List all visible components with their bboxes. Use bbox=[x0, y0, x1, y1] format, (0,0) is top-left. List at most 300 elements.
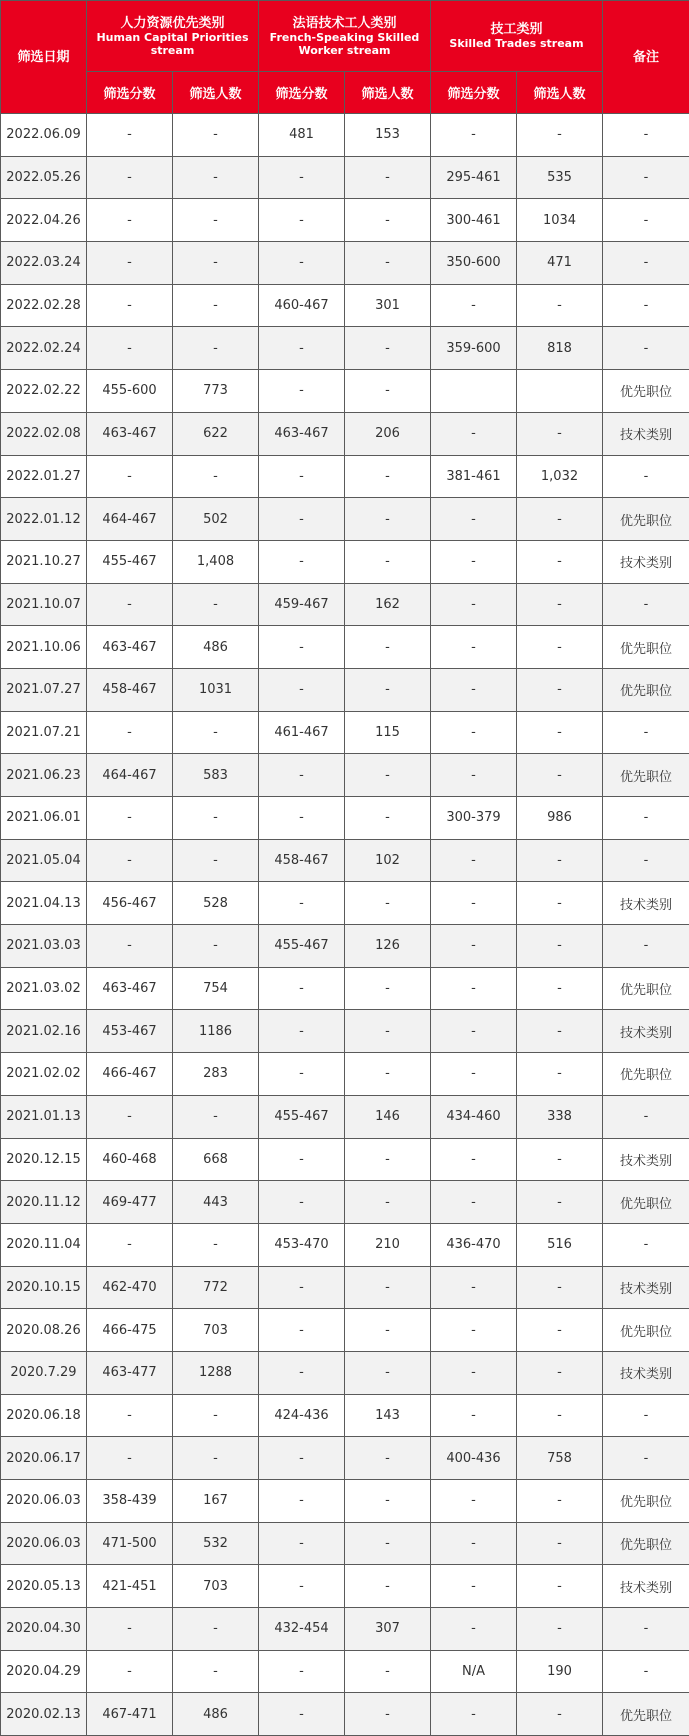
cell-fs-score: - bbox=[259, 1010, 345, 1053]
cell-st-score: - bbox=[431, 1309, 517, 1352]
cell-st-count: - bbox=[517, 1181, 603, 1224]
table-row bbox=[1, 498, 689, 541]
cell-date: 2020.04.29 bbox=[1, 1650, 87, 1693]
cell-hc-score: - bbox=[87, 242, 173, 285]
cell-st-score: - bbox=[431, 1138, 517, 1181]
cell-fs-count: - bbox=[345, 1693, 431, 1736]
cell-st-count: 818 bbox=[517, 327, 603, 370]
table-row bbox=[1, 626, 689, 669]
cell-st-count: - bbox=[517, 839, 603, 882]
cell-st-score: - bbox=[431, 1351, 517, 1394]
cell-note: 优先职位 bbox=[603, 498, 689, 541]
cell-hc-count: - bbox=[173, 583, 259, 626]
header-group-en: French-Speaking Skilled Worker stream bbox=[259, 31, 430, 57]
cell-note: 技术类别 bbox=[603, 412, 689, 455]
cell-note: 优先职位 bbox=[603, 967, 689, 1010]
cell-st-count: - bbox=[517, 1565, 603, 1608]
cell-st-score: 381-461 bbox=[431, 455, 517, 498]
cell-date: 2020.06.18 bbox=[1, 1394, 87, 1437]
cell-st-score: - bbox=[431, 1181, 517, 1224]
cell-date: 2021.07.27 bbox=[1, 668, 87, 711]
cell-fs-score: - bbox=[259, 1309, 345, 1352]
cell-fs-count: 146 bbox=[345, 1095, 431, 1138]
cell-st-count: 471 bbox=[517, 242, 603, 285]
cell-date: 2022.02.08 bbox=[1, 412, 87, 455]
cell-st-count: 1034 bbox=[517, 199, 603, 242]
cell-hc-count: - bbox=[173, 925, 259, 968]
cell-fs-score: - bbox=[259, 1693, 345, 1736]
cell-hc-score: - bbox=[87, 583, 173, 626]
cell-hc-score: - bbox=[87, 1437, 173, 1480]
cell-date: 2022.06.09 bbox=[1, 114, 87, 157]
cell-hc-count: - bbox=[173, 1095, 259, 1138]
cell-fs-count: - bbox=[345, 797, 431, 840]
cell-note: 技术类别 bbox=[603, 882, 689, 925]
cell-st-score: - bbox=[431, 498, 517, 541]
table-row bbox=[1, 711, 689, 754]
cell-note: - bbox=[603, 1437, 689, 1480]
cell-st-score: - bbox=[431, 540, 517, 583]
cell-fs-score: 455-467 bbox=[259, 925, 345, 968]
cell-st-count: - bbox=[517, 1053, 603, 1096]
cell-st-count: - bbox=[517, 1522, 603, 1565]
cell-fs-score: - bbox=[259, 498, 345, 541]
cell-fs-score: - bbox=[259, 199, 345, 242]
cell-hc-count: 772 bbox=[173, 1266, 259, 1309]
table-row bbox=[1, 156, 689, 199]
cell-date: 2021.03.03 bbox=[1, 925, 87, 968]
cell-date: 2022.01.27 bbox=[1, 455, 87, 498]
cell-hc-score: 421-451 bbox=[87, 1565, 173, 1608]
cell-hc-count: 668 bbox=[173, 1138, 259, 1181]
cell-fs-score: 453-470 bbox=[259, 1223, 345, 1266]
cell-fs-score: - bbox=[259, 1522, 345, 1565]
header-group-human-capital bbox=[87, 1, 259, 72]
cell-fs-count: - bbox=[345, 156, 431, 199]
cell-hc-count: - bbox=[173, 114, 259, 157]
cell-date: 2022.03.24 bbox=[1, 242, 87, 285]
cell-st-score: - bbox=[431, 967, 517, 1010]
cell-note: - bbox=[603, 797, 689, 840]
cell-hc-score: - bbox=[87, 156, 173, 199]
cell-date: 2021.10.07 bbox=[1, 583, 87, 626]
cell-hc-count: - bbox=[173, 839, 259, 882]
cell-note: 优先职位 bbox=[603, 370, 689, 413]
cell-note: - bbox=[603, 925, 689, 968]
cell-st-count: - bbox=[517, 1138, 603, 1181]
cell-fs-score: - bbox=[259, 1053, 345, 1096]
table-row bbox=[1, 284, 689, 327]
cell-st-score: - bbox=[431, 583, 517, 626]
table-row bbox=[1, 839, 689, 882]
cell-st-score: - bbox=[431, 1608, 517, 1651]
cell-hc-score: - bbox=[87, 284, 173, 327]
cell-fs-count: 102 bbox=[345, 839, 431, 882]
cell-fs-count: 307 bbox=[345, 1608, 431, 1651]
cell-fs-count: - bbox=[345, 1437, 431, 1480]
cell-fs-count: - bbox=[345, 1480, 431, 1523]
table-row bbox=[1, 1437, 689, 1480]
table-row bbox=[1, 1138, 689, 1181]
cell-st-score: 434-460 bbox=[431, 1095, 517, 1138]
table-row bbox=[1, 114, 689, 157]
table-row bbox=[1, 1266, 689, 1309]
cell-st-count: - bbox=[517, 1266, 603, 1309]
table-body bbox=[1, 114, 689, 1736]
cell-hc-count: 528 bbox=[173, 882, 259, 925]
cell-st-count: - bbox=[517, 284, 603, 327]
cell-hc-score: 469-477 bbox=[87, 1181, 173, 1224]
cell-note: - bbox=[603, 156, 689, 199]
cell-st-count: 190 bbox=[517, 1650, 603, 1693]
cell-date: 2022.01.12 bbox=[1, 498, 87, 541]
cell-hc-count: - bbox=[173, 455, 259, 498]
cell-hc-count: - bbox=[173, 797, 259, 840]
header-group-skilled-trades bbox=[431, 1, 603, 72]
table-row bbox=[1, 1608, 689, 1651]
header-group-en: Skilled Trades stream bbox=[431, 37, 602, 50]
header-score: 筛选分数 bbox=[87, 72, 173, 114]
cell-st-score: - bbox=[431, 839, 517, 882]
cell-date: 2022.05.26 bbox=[1, 156, 87, 199]
cell-hc-score: - bbox=[87, 199, 173, 242]
header-score: 筛选分数 bbox=[431, 72, 517, 114]
cell-fs-count: - bbox=[345, 540, 431, 583]
cell-hc-count: 502 bbox=[173, 498, 259, 541]
cell-note: 优先职位 bbox=[603, 1309, 689, 1352]
cell-hc-score: 463-467 bbox=[87, 412, 173, 455]
cell-fs-count: - bbox=[345, 242, 431, 285]
cell-fs-score: 458-467 bbox=[259, 839, 345, 882]
cell-st-count: - bbox=[517, 583, 603, 626]
cell-fs-score: - bbox=[259, 370, 345, 413]
cell-note: - bbox=[603, 1095, 689, 1138]
cell-fs-score: - bbox=[259, 1480, 345, 1523]
cell-fs-count: - bbox=[345, 1522, 431, 1565]
cell-fs-count: - bbox=[345, 967, 431, 1010]
cell-fs-score: 459-467 bbox=[259, 583, 345, 626]
table-row bbox=[1, 1480, 689, 1523]
cell-fs-score: - bbox=[259, 327, 345, 370]
cell-date: 2021.10.27 bbox=[1, 540, 87, 583]
cell-fs-score: - bbox=[259, 668, 345, 711]
cell-hc-score: 455-600 bbox=[87, 370, 173, 413]
cell-note: - bbox=[603, 455, 689, 498]
cell-fs-count: - bbox=[345, 1266, 431, 1309]
cell-hc-score: - bbox=[87, 455, 173, 498]
table-row bbox=[1, 1693, 689, 1736]
cell-hc-count: 1031 bbox=[173, 668, 259, 711]
cell-hc-count: - bbox=[173, 242, 259, 285]
cell-st-count: 516 bbox=[517, 1223, 603, 1266]
cell-fs-count: 143 bbox=[345, 1394, 431, 1437]
table-row bbox=[1, 540, 689, 583]
cell-st-count: - bbox=[517, 754, 603, 797]
cell-fs-count: - bbox=[345, 668, 431, 711]
cell-st-count: - bbox=[517, 882, 603, 925]
table-row bbox=[1, 754, 689, 797]
cell-date: 2020.04.30 bbox=[1, 1608, 87, 1651]
cell-hc-score: - bbox=[87, 114, 173, 157]
cell-st-score: - bbox=[431, 1394, 517, 1437]
cell-st-score: - bbox=[431, 754, 517, 797]
cell-hc-count: 486 bbox=[173, 626, 259, 669]
cell-fs-score: 461-467 bbox=[259, 711, 345, 754]
cell-st-score: - bbox=[431, 1266, 517, 1309]
table-row bbox=[1, 1181, 689, 1224]
cell-st-score: - bbox=[431, 1010, 517, 1053]
cell-fs-count: - bbox=[345, 882, 431, 925]
cell-hc-score: - bbox=[87, 925, 173, 968]
cell-st-score: - bbox=[431, 114, 517, 157]
cell-hc-count: 703 bbox=[173, 1565, 259, 1608]
cell-fs-count: 206 bbox=[345, 412, 431, 455]
header-group-en: Human Capital Priorities stream bbox=[87, 31, 258, 57]
cell-hc-score: 458-467 bbox=[87, 668, 173, 711]
cell-hc-score: 464-467 bbox=[87, 498, 173, 541]
cell-hc-score: 453-467 bbox=[87, 1010, 173, 1053]
cell-fs-score: - bbox=[259, 540, 345, 583]
cell-note: - bbox=[603, 114, 689, 157]
cell-hc-count: - bbox=[173, 1223, 259, 1266]
cell-note: - bbox=[603, 199, 689, 242]
cell-hc-score: 466-475 bbox=[87, 1309, 173, 1352]
cell-st-count: - bbox=[517, 626, 603, 669]
cell-fs-count: - bbox=[345, 1351, 431, 1394]
cell-date: 2022.02.22 bbox=[1, 370, 87, 413]
cell-st-score: - bbox=[431, 626, 517, 669]
cell-date: 2021.02.02 bbox=[1, 1053, 87, 1096]
cell-fs-count: 210 bbox=[345, 1223, 431, 1266]
cell-fs-score: 463-467 bbox=[259, 412, 345, 455]
cell-note: 优先职位 bbox=[603, 1053, 689, 1096]
cell-note: - bbox=[603, 583, 689, 626]
cell-hc-count: 283 bbox=[173, 1053, 259, 1096]
cell-st-count: - bbox=[517, 1010, 603, 1053]
cell-date: 2022.02.24 bbox=[1, 327, 87, 370]
cell-st-count: - bbox=[517, 412, 603, 455]
cell-date: 2020.02.13 bbox=[1, 1693, 87, 1736]
table-row bbox=[1, 967, 689, 1010]
cell-hc-score: - bbox=[87, 797, 173, 840]
cell-date: 2020.06.17 bbox=[1, 1437, 87, 1480]
cell-hc-score: 463-467 bbox=[87, 626, 173, 669]
cell-fs-count: 162 bbox=[345, 583, 431, 626]
cell-hc-score: - bbox=[87, 1223, 173, 1266]
cell-st-count: - bbox=[517, 1480, 603, 1523]
cell-fs-score: - bbox=[259, 1565, 345, 1608]
table-row bbox=[1, 1010, 689, 1053]
cell-st-count: - bbox=[517, 114, 603, 157]
cell-st-count: - bbox=[517, 1351, 603, 1394]
table-row bbox=[1, 199, 689, 242]
cell-hc-score: - bbox=[87, 327, 173, 370]
cell-date: 2020.10.15 bbox=[1, 1266, 87, 1309]
cell-date: 2021.10.06 bbox=[1, 626, 87, 669]
cell-fs-score: - bbox=[259, 1266, 345, 1309]
cell-fs-count: - bbox=[345, 626, 431, 669]
cell-st-count: 535 bbox=[517, 156, 603, 199]
table-row bbox=[1, 583, 689, 626]
cell-fs-score: 481 bbox=[259, 114, 345, 157]
cell-hc-count: 486 bbox=[173, 1693, 259, 1736]
cell-fs-score: - bbox=[259, 1138, 345, 1181]
cell-fs-count: - bbox=[345, 1309, 431, 1352]
cell-hc-count: - bbox=[173, 1394, 259, 1437]
cell-st-count: - bbox=[517, 967, 603, 1010]
table-row bbox=[1, 412, 689, 455]
header-count: 筛选人数 bbox=[517, 72, 603, 114]
cell-date: 2022.02.28 bbox=[1, 284, 87, 327]
cell-st-count: - bbox=[517, 711, 603, 754]
cell-hc-count: - bbox=[173, 1437, 259, 1480]
header-group-zh: 法语技术工人类别 bbox=[259, 16, 430, 31]
table-row bbox=[1, 1095, 689, 1138]
cell-fs-count: - bbox=[345, 1565, 431, 1608]
cell-fs-score: - bbox=[259, 882, 345, 925]
cell-hc-count: 583 bbox=[173, 754, 259, 797]
cell-st-score: - bbox=[431, 925, 517, 968]
cell-hc-score: - bbox=[87, 1394, 173, 1437]
table-row bbox=[1, 1351, 689, 1394]
table-row bbox=[1, 1565, 689, 1608]
cell-fs-count: - bbox=[345, 327, 431, 370]
cell-hc-score: 358-439 bbox=[87, 1480, 173, 1523]
cell-st-count: 986 bbox=[517, 797, 603, 840]
cell-hc-count: - bbox=[173, 327, 259, 370]
cell-note: 优先职位 bbox=[603, 668, 689, 711]
table-row bbox=[1, 668, 689, 711]
cell-hc-score: 460-468 bbox=[87, 1138, 173, 1181]
cell-fs-score: - bbox=[259, 156, 345, 199]
header-date: 筛选日期 bbox=[1, 1, 87, 114]
cell-hc-score: - bbox=[87, 1095, 173, 1138]
cell-date: 2020.12.15 bbox=[1, 1138, 87, 1181]
cell-fs-score: 424-436 bbox=[259, 1394, 345, 1437]
cell-st-score: - bbox=[431, 711, 517, 754]
cell-hc-count: - bbox=[173, 1608, 259, 1651]
cell-fs-score: 432-454 bbox=[259, 1608, 345, 1651]
cell-st-score: - bbox=[431, 1480, 517, 1523]
cell-note: - bbox=[603, 1650, 689, 1693]
cell-fs-count: 126 bbox=[345, 925, 431, 968]
cell-hc-count: - bbox=[173, 199, 259, 242]
cell-hc-score: 456-467 bbox=[87, 882, 173, 925]
cell-note: - bbox=[603, 242, 689, 285]
cell-hc-count: 1186 bbox=[173, 1010, 259, 1053]
table-row bbox=[1, 1522, 689, 1565]
cell-date: 2020.11.12 bbox=[1, 1181, 87, 1224]
cell-st-score: 436-470 bbox=[431, 1223, 517, 1266]
cell-fs-score: - bbox=[259, 1650, 345, 1693]
cell-hc-score: 464-467 bbox=[87, 754, 173, 797]
cell-hc-score: - bbox=[87, 1608, 173, 1651]
cell-note: - bbox=[603, 839, 689, 882]
cell-date: 2020.7.29 bbox=[1, 1351, 87, 1394]
cell-st-count: - bbox=[517, 498, 603, 541]
cell-st-score: 359-600 bbox=[431, 327, 517, 370]
cell-st-score: 300-379 bbox=[431, 797, 517, 840]
cell-st-score: - bbox=[431, 668, 517, 711]
cell-st-count: - bbox=[517, 1309, 603, 1352]
cell-hc-score: 471-500 bbox=[87, 1522, 173, 1565]
cell-st-score: - bbox=[431, 412, 517, 455]
cell-st-count: - bbox=[517, 1394, 603, 1437]
cell-fs-count: - bbox=[345, 1181, 431, 1224]
cell-st-score: - bbox=[431, 882, 517, 925]
cell-note: - bbox=[603, 327, 689, 370]
cell-note: 优先职位 bbox=[603, 754, 689, 797]
cell-note: 优先职位 bbox=[603, 1181, 689, 1224]
table-header bbox=[1, 1, 689, 114]
table-row bbox=[1, 455, 689, 498]
cell-hc-count: - bbox=[173, 156, 259, 199]
cell-hc-score: 463-477 bbox=[87, 1351, 173, 1394]
cell-date: 2020.08.26 bbox=[1, 1309, 87, 1352]
cell-note: 技术类别 bbox=[603, 1565, 689, 1608]
cell-fs-score: - bbox=[259, 967, 345, 1010]
cell-fs-count: - bbox=[345, 498, 431, 541]
cell-st-score: 295-461 bbox=[431, 156, 517, 199]
cell-fs-count: - bbox=[345, 754, 431, 797]
cell-st-count: 338 bbox=[517, 1095, 603, 1138]
cell-st-count: 1,032 bbox=[517, 455, 603, 498]
table-row bbox=[1, 1053, 689, 1096]
cell-st-score: 400-436 bbox=[431, 1437, 517, 1480]
cell-st-score: - bbox=[431, 1522, 517, 1565]
cell-st-score: - bbox=[431, 1053, 517, 1096]
cell-fs-score: 455-467 bbox=[259, 1095, 345, 1138]
table-row bbox=[1, 370, 689, 413]
cell-st-score: 350-600 bbox=[431, 242, 517, 285]
cell-hc-count: 703 bbox=[173, 1309, 259, 1352]
cell-date: 2020.06.03 bbox=[1, 1522, 87, 1565]
cell-fs-count: - bbox=[345, 455, 431, 498]
cell-hc-count: 167 bbox=[173, 1480, 259, 1523]
cell-date: 2021.05.04 bbox=[1, 839, 87, 882]
cell-note: - bbox=[603, 1608, 689, 1651]
header-group-zh: 技工类别 bbox=[431, 22, 602, 37]
cell-date: 2021.04.13 bbox=[1, 882, 87, 925]
cell-hc-count: - bbox=[173, 1650, 259, 1693]
table-row bbox=[1, 1650, 689, 1693]
table-row bbox=[1, 242, 689, 285]
cell-fs-count: 115 bbox=[345, 711, 431, 754]
cell-date: 2021.06.23 bbox=[1, 754, 87, 797]
cell-note: 技术类别 bbox=[603, 1010, 689, 1053]
cell-hc-score: 455-467 bbox=[87, 540, 173, 583]
cell-note: 优先职位 bbox=[603, 1693, 689, 1736]
cell-st-score bbox=[431, 370, 517, 413]
cell-st-score: - bbox=[431, 1693, 517, 1736]
cell-date: 2022.04.26 bbox=[1, 199, 87, 242]
cell-st-count: 758 bbox=[517, 1437, 603, 1480]
cell-note: 技术类别 bbox=[603, 1266, 689, 1309]
cell-hc-count: 532 bbox=[173, 1522, 259, 1565]
cell-hc-score: - bbox=[87, 839, 173, 882]
cell-hc-score: - bbox=[87, 711, 173, 754]
cell-fs-count: 301 bbox=[345, 284, 431, 327]
cell-note: 技术类别 bbox=[603, 1138, 689, 1181]
cell-st-score: - bbox=[431, 284, 517, 327]
cell-hc-count: 1288 bbox=[173, 1351, 259, 1394]
cell-hc-count: 622 bbox=[173, 412, 259, 455]
cell-fs-score: - bbox=[259, 1181, 345, 1224]
cell-note: 技术类别 bbox=[603, 1351, 689, 1394]
cell-hc-score: 466-467 bbox=[87, 1053, 173, 1096]
cell-fs-score: - bbox=[259, 1351, 345, 1394]
cell-hc-count: - bbox=[173, 711, 259, 754]
